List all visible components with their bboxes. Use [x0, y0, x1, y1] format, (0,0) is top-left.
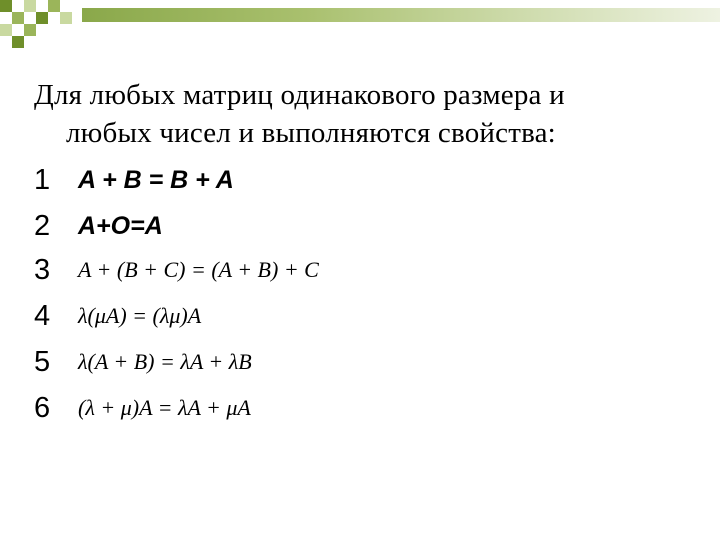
- intro-text: [34, 76, 674, 152]
- deco-square: [0, 0, 12, 12]
- deco-square: [12, 36, 24, 48]
- intro-line-2: любых чисел и выполняются свойства:: [66, 117, 556, 149]
- intro-line-1: Для любых матриц одинакового размера и: [34, 79, 565, 111]
- deco-square: [12, 12, 24, 24]
- deco-gradient-bar: [82, 8, 720, 22]
- deco-square: [36, 12, 48, 24]
- deco-square: [24, 0, 36, 12]
- property-number: 4: [34, 300, 51, 332]
- deco-square: [60, 12, 72, 24]
- deco-square: [48, 0, 60, 12]
- property-formula: (λ + μ)A = λA + μA: [78, 395, 251, 420]
- property-number: 3: [34, 254, 51, 286]
- property-formula: λ(μA) = (λμ)A: [78, 303, 202, 328]
- property-formula: A + B = B + A: [78, 166, 234, 194]
- property-number: 6: [34, 392, 51, 424]
- property-number: 5: [34, 346, 51, 378]
- header-decoration: [0, 0, 720, 48]
- deco-square: [0, 24, 12, 36]
- property-formula: A + (B + C) = (A + B) + C: [78, 257, 319, 282]
- deco-square: [24, 24, 36, 36]
- property-number: 1: [34, 164, 51, 196]
- property-formula: λ(A + B) = λA + λB: [78, 349, 252, 374]
- property-number: 2: [34, 210, 51, 242]
- property-formula: A+O=A: [78, 212, 163, 240]
